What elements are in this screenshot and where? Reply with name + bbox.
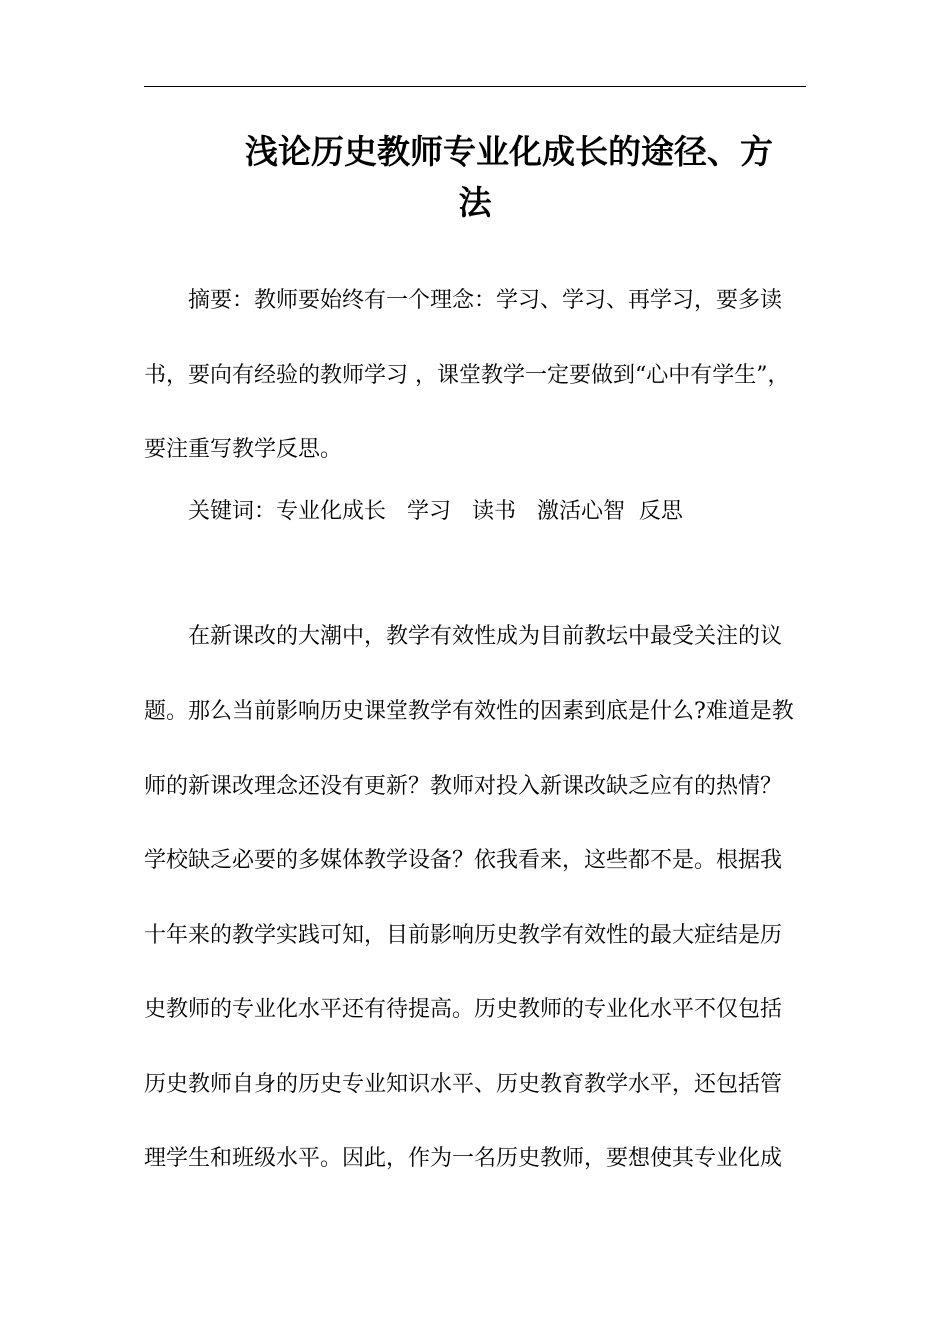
title-line-1: 浅论历史教师专业化成长的途径、方 bbox=[245, 132, 773, 171]
body-line-2: 题。那么当前影响历史课堂教学有效性的因素到底是什么?难道是教 bbox=[144, 699, 794, 724]
body-line-6: 史教师的专业化水平还有待提高。历史教师的专业化水平不仅包括 bbox=[144, 997, 783, 1022]
body-line-5: 十年来的教学实践可知，目前影响历史教学有效性的最大症结是历 bbox=[144, 923, 783, 948]
body-line-8: 理学生和班级水平。因此，作为一名历史教师，要想使其专业化成 bbox=[144, 1146, 783, 1171]
body-line-1: 在新课改的大潮中，教学有效性成为目前教坛中最受关注的议 bbox=[188, 624, 783, 649]
body-line-7: 历史教师自身的历史专业知识水平、历史教育教学水平，还包括管 bbox=[144, 1072, 783, 1097]
header-rule bbox=[144, 86, 806, 87]
abstract-line-3: 要注重写教学反思。 bbox=[144, 437, 343, 462]
abstract-line-2: 书，要向有经验的教师学习 ，课堂教学一定要做到“心中有学生”， bbox=[144, 363, 790, 388]
body-line-4: 学校缺乏必要的多媒体教学设备？依我看来，这些都不是。根据我 bbox=[144, 848, 783, 873]
body-line-3: 师的新课改理念还没有更新？教师对投入新课改缺乏应有的热情？ bbox=[144, 774, 783, 799]
keywords-line: 关键词：专业化成长 学习 读书 激活心智 反思 bbox=[188, 499, 683, 524]
title-line-2: 法 bbox=[458, 183, 492, 222]
abstract-line-1: 摘要：教师要始终有一个理念：学习、学习、再学习，要多读 bbox=[188, 288, 783, 313]
